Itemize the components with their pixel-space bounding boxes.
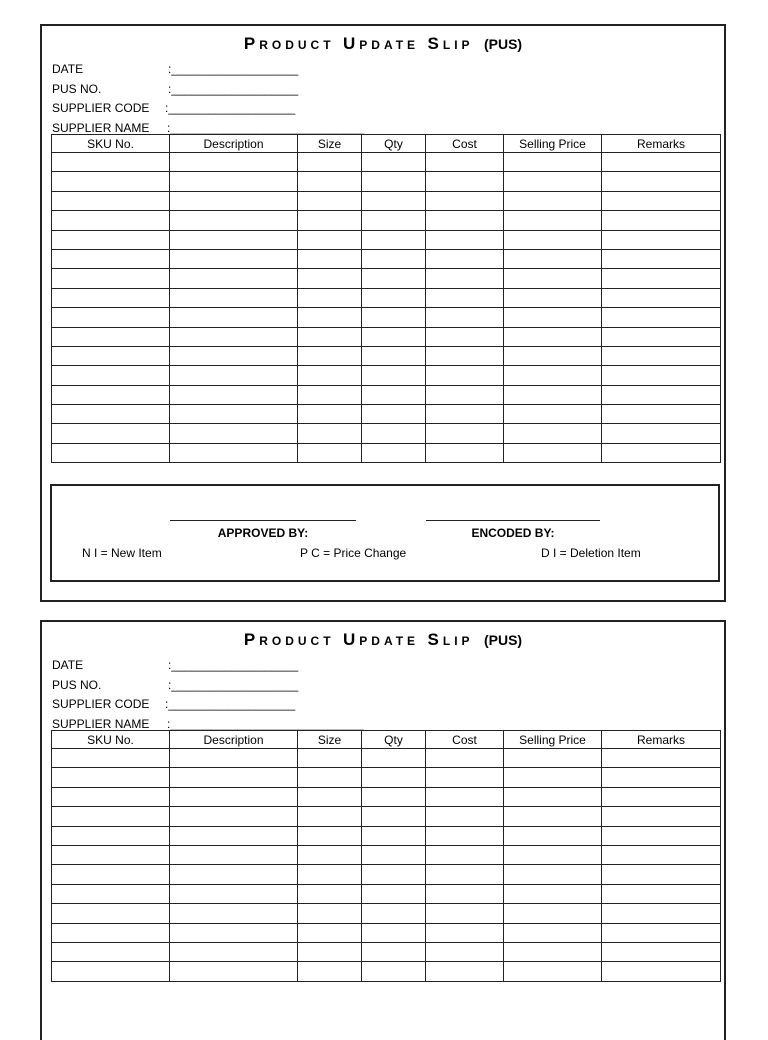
cell-cost[interactable] xyxy=(426,807,504,826)
pus-no-field[interactable] xyxy=(52,676,299,696)
cell-selling-price[interactable] xyxy=(504,865,602,884)
cell-selling-price[interactable] xyxy=(504,787,602,806)
cell-cost[interactable] xyxy=(426,904,504,923)
date-field[interactable] xyxy=(52,60,299,80)
col-qty: Qty xyxy=(362,731,426,749)
pus-no-label: PUS NO. xyxy=(52,677,102,692)
cell-size[interactable] xyxy=(298,787,362,806)
supplier-name-label: SUPPLIER NAME xyxy=(52,716,150,731)
cell-description[interactable] xyxy=(170,845,298,864)
cell-remarks[interactable] xyxy=(602,366,721,385)
col-cost: Cost xyxy=(426,135,504,153)
items-table xyxy=(51,730,721,982)
col-size: Size xyxy=(298,135,362,153)
title-initial-p: P xyxy=(243,34,260,53)
cell-size[interactable] xyxy=(298,768,362,787)
table-row xyxy=(52,191,721,210)
cell-qty[interactable] xyxy=(362,405,426,424)
cell-sku-no[interactable] xyxy=(52,230,170,249)
cell-cost[interactable] xyxy=(426,962,504,981)
cell-cost[interactable] xyxy=(426,923,504,942)
cell-qty[interactable] xyxy=(362,172,426,191)
cell-qty[interactable] xyxy=(362,865,426,884)
title-initial-p: P xyxy=(243,630,260,649)
cell-qty[interactable] xyxy=(362,346,426,365)
legend-new-item: N I = New Item xyxy=(82,546,162,560)
cell-sku-no[interactable] xyxy=(52,884,170,903)
cell-cost[interactable] xyxy=(426,385,504,404)
cell-size[interactable] xyxy=(298,443,362,462)
cell-description[interactable] xyxy=(170,230,298,249)
cell-qty[interactable] xyxy=(362,962,426,981)
cell-remarks[interactable] xyxy=(602,211,721,230)
cell-remarks[interactable] xyxy=(602,865,721,884)
table-row xyxy=(52,845,721,864)
title-rest-slip: LIP xyxy=(442,38,474,52)
cell-selling-price[interactable] xyxy=(504,405,602,424)
table-row xyxy=(52,211,721,230)
cell-description[interactable] xyxy=(170,308,298,327)
cell-description[interactable] xyxy=(170,346,298,365)
supplier-code-line[interactable]: :___________________ xyxy=(165,101,296,115)
table-header-row xyxy=(52,135,721,153)
cell-size[interactable] xyxy=(298,904,362,923)
cell-size[interactable] xyxy=(298,749,362,768)
cell-selling-price[interactable] xyxy=(504,249,602,268)
cell-description[interactable] xyxy=(170,211,298,230)
cell-description[interactable] xyxy=(170,191,298,210)
cell-sku-no[interactable] xyxy=(52,385,170,404)
cell-selling-price[interactable] xyxy=(504,424,602,443)
col-remarks: Remarks xyxy=(602,135,721,153)
col-sku-no: SKU No. xyxy=(52,135,170,153)
cell-remarks[interactable] xyxy=(602,904,721,923)
supplier-name-line[interactable]: :_____________________________ xyxy=(167,716,364,731)
cell-description[interactable] xyxy=(170,366,298,385)
cell-selling-price[interactable] xyxy=(504,884,602,903)
cell-qty[interactable] xyxy=(362,230,426,249)
cell-qty[interactable] xyxy=(362,787,426,806)
cell-qty[interactable] xyxy=(362,249,426,268)
supplier-name-line[interactable]: :_____________________________ xyxy=(167,120,364,135)
cell-selling-price[interactable] xyxy=(504,768,602,787)
cell-sku-no[interactable] xyxy=(52,826,170,845)
cell-sku-no[interactable] xyxy=(52,153,170,172)
table-row xyxy=(52,768,721,787)
legend-deletion-item: D I = Deletion Item xyxy=(541,546,641,560)
cell-cost[interactable] xyxy=(426,230,504,249)
cell-sku-no[interactable] xyxy=(52,443,170,462)
cell-description[interactable] xyxy=(170,807,298,826)
supplier-name-label: SUPPLIER NAME xyxy=(52,120,150,135)
cell-description[interactable] xyxy=(170,787,298,806)
cell-remarks[interactable] xyxy=(602,269,721,288)
cell-qty[interactable] xyxy=(362,153,426,172)
cell-remarks[interactable] xyxy=(602,308,721,327)
cell-remarks[interactable] xyxy=(602,923,721,942)
cell-size[interactable] xyxy=(298,346,362,365)
cell-size[interactable] xyxy=(298,385,362,404)
cell-remarks[interactable] xyxy=(602,749,721,768)
cell-selling-price[interactable] xyxy=(504,346,602,365)
cell-size[interactable] xyxy=(298,826,362,845)
cell-cost[interactable] xyxy=(426,288,504,307)
col-selling-price: Selling Price xyxy=(504,135,602,153)
cell-size[interactable] xyxy=(298,424,362,443)
cell-description[interactable] xyxy=(170,962,298,981)
cell-cost[interactable] xyxy=(426,308,504,327)
table-row xyxy=(52,249,721,268)
cell-description[interactable] xyxy=(170,385,298,404)
cell-qty[interactable] xyxy=(362,327,426,346)
cell-qty[interactable] xyxy=(362,923,426,942)
date-line[interactable]: :___________________ xyxy=(168,658,299,672)
cell-remarks[interactable] xyxy=(602,249,721,268)
cell-selling-price[interactable] xyxy=(504,923,602,942)
table-row xyxy=(52,884,721,903)
cell-selling-price[interactable] xyxy=(504,211,602,230)
cell-qty[interactable] xyxy=(362,942,426,961)
cell-cost[interactable] xyxy=(426,865,504,884)
table-row xyxy=(52,385,721,404)
cell-remarks[interactable] xyxy=(602,884,721,903)
cell-sku-no[interactable] xyxy=(52,269,170,288)
cell-size[interactable] xyxy=(298,366,362,385)
table-row xyxy=(52,787,721,806)
pus-no-label: PUS NO. xyxy=(52,81,102,96)
cell-selling-price[interactable] xyxy=(504,749,602,768)
approved-by-signature-line[interactable] xyxy=(170,520,356,521)
cell-qty[interactable] xyxy=(362,845,426,864)
title-rest-slip: LIP xyxy=(442,634,474,648)
supplier-code-field[interactable] xyxy=(52,695,296,715)
cell-sku-no[interactable] xyxy=(52,904,170,923)
cell-remarks[interactable] xyxy=(602,962,721,981)
cell-cost[interactable] xyxy=(426,884,504,903)
table-body xyxy=(52,153,721,463)
cell-remarks[interactable] xyxy=(602,424,721,443)
cell-size[interactable] xyxy=(298,191,362,210)
cell-cost[interactable] xyxy=(426,749,504,768)
cell-size[interactable] xyxy=(298,405,362,424)
col-description: Description xyxy=(170,731,298,749)
cell-qty[interactable] xyxy=(362,366,426,385)
cell-sku-no[interactable] xyxy=(52,308,170,327)
signature-box xyxy=(50,484,720,582)
header-fields xyxy=(52,60,364,138)
col-size: Size xyxy=(298,731,362,749)
cell-selling-price[interactable] xyxy=(504,269,602,288)
date-label: DATE xyxy=(52,62,84,76)
cell-remarks[interactable] xyxy=(602,405,721,424)
cell-cost[interactable] xyxy=(426,249,504,268)
date-field[interactable] xyxy=(52,656,299,676)
cell-size[interactable] xyxy=(298,845,362,864)
cell-qty[interactable] xyxy=(362,211,426,230)
table-row xyxy=(52,366,721,385)
cell-description[interactable] xyxy=(170,288,298,307)
cell-description[interactable] xyxy=(170,904,298,923)
table-row xyxy=(52,153,721,172)
cell-selling-price[interactable] xyxy=(504,366,602,385)
cell-selling-price[interactable] xyxy=(504,942,602,961)
cell-selling-price[interactable] xyxy=(504,308,602,327)
date-line[interactable]: :___________________ xyxy=(168,62,299,76)
col-remarks: Remarks xyxy=(602,731,721,749)
supplier-code-label: SUPPLIER CODE xyxy=(52,101,150,115)
cell-size[interactable] xyxy=(298,942,362,961)
cell-description[interactable] xyxy=(170,327,298,346)
cell-remarks[interactable] xyxy=(602,443,721,462)
cell-selling-price[interactable] xyxy=(504,904,602,923)
cell-remarks[interactable] xyxy=(602,153,721,172)
cell-selling-price[interactable] xyxy=(504,845,602,864)
cell-cost[interactable] xyxy=(426,172,504,191)
title-initial-u: U xyxy=(343,34,360,53)
approved-by-label: APPROVED BY: xyxy=(217,526,309,540)
cell-selling-price[interactable] xyxy=(504,807,602,826)
cell-qty[interactable] xyxy=(362,443,426,462)
col-selling-price: Selling Price xyxy=(504,731,602,749)
cell-selling-price[interactable] xyxy=(504,172,602,191)
cell-description[interactable] xyxy=(170,269,298,288)
cell-cost[interactable] xyxy=(426,826,504,845)
table-row xyxy=(52,424,721,443)
cell-sku-no[interactable] xyxy=(52,923,170,942)
cell-remarks[interactable] xyxy=(602,787,721,806)
cell-qty[interactable] xyxy=(362,191,426,210)
cell-sku-no[interactable] xyxy=(52,366,170,385)
table-row xyxy=(52,443,721,462)
cell-remarks[interactable] xyxy=(602,845,721,864)
cell-description[interactable] xyxy=(170,942,298,961)
table-row xyxy=(52,904,721,923)
cell-selling-price[interactable] xyxy=(504,230,602,249)
cell-description[interactable] xyxy=(170,172,298,191)
table-row xyxy=(52,230,721,249)
table-row xyxy=(52,269,721,288)
cell-description[interactable] xyxy=(170,405,298,424)
product-update-slip-1 xyxy=(40,24,726,602)
cell-cost[interactable] xyxy=(426,211,504,230)
pus-no-line[interactable]: :___________________ xyxy=(168,81,299,96)
cell-cost[interactable] xyxy=(426,405,504,424)
table-body xyxy=(52,749,721,982)
cell-description[interactable] xyxy=(170,826,298,845)
cell-sku-no[interactable] xyxy=(52,327,170,346)
cell-cost[interactable] xyxy=(426,942,504,961)
table-row xyxy=(52,942,721,961)
cell-description[interactable] xyxy=(170,923,298,942)
cell-sku-no[interactable] xyxy=(52,768,170,787)
product-update-slip-2 xyxy=(40,620,726,1040)
table-row xyxy=(52,172,721,191)
table-row xyxy=(52,749,721,768)
cell-selling-price[interactable] xyxy=(504,443,602,462)
cell-sku-no[interactable] xyxy=(52,191,170,210)
cell-sku-no[interactable] xyxy=(52,807,170,826)
cell-description[interactable] xyxy=(170,443,298,462)
cell-cost[interactable] xyxy=(426,845,504,864)
cell-size[interactable] xyxy=(298,249,362,268)
cell-qty[interactable] xyxy=(362,807,426,826)
cell-cost[interactable] xyxy=(426,346,504,365)
title-rest-product: RODUCT xyxy=(259,634,335,648)
cell-description[interactable] xyxy=(170,865,298,884)
table-row xyxy=(52,308,721,327)
cell-sku-no[interactable] xyxy=(52,405,170,424)
cell-remarks[interactable] xyxy=(602,172,721,191)
cell-description[interactable] xyxy=(170,749,298,768)
cell-remarks[interactable] xyxy=(602,346,721,365)
cell-cost[interactable] xyxy=(426,443,504,462)
cell-selling-price[interactable] xyxy=(504,385,602,404)
cell-remarks[interactable] xyxy=(602,327,721,346)
cell-cost[interactable] xyxy=(426,424,504,443)
cell-size[interactable] xyxy=(298,288,362,307)
title-initial-s: S xyxy=(427,630,443,649)
col-description: Description xyxy=(170,135,298,153)
cell-cost[interactable] xyxy=(426,153,504,172)
pus-no-line[interactable]: :___________________ xyxy=(168,677,299,692)
col-sku-no: SKU No. xyxy=(52,731,170,749)
cell-size[interactable] xyxy=(298,807,362,826)
title-suffix: (PUS) xyxy=(483,36,523,52)
table-row xyxy=(52,346,721,365)
cell-qty[interactable] xyxy=(362,904,426,923)
cell-remarks[interactable] xyxy=(602,768,721,787)
table-row xyxy=(52,327,721,346)
cell-cost[interactable] xyxy=(426,787,504,806)
cell-selling-price[interactable] xyxy=(504,288,602,307)
cell-cost[interactable] xyxy=(426,366,504,385)
cell-sku-no[interactable] xyxy=(52,845,170,864)
cell-sku-no[interactable] xyxy=(52,249,170,268)
cell-sku-no[interactable] xyxy=(52,288,170,307)
supplier-code-line[interactable]: :___________________ xyxy=(165,697,296,711)
cell-description[interactable] xyxy=(170,884,298,903)
table-row xyxy=(52,923,721,942)
cell-remarks[interactable] xyxy=(602,826,721,845)
cell-size[interactable] xyxy=(298,962,362,981)
cell-description[interactable] xyxy=(170,153,298,172)
cell-remarks[interactable] xyxy=(602,230,721,249)
title-rest-update: PDATE xyxy=(359,38,420,52)
cell-sku-no[interactable] xyxy=(52,865,170,884)
form-title xyxy=(42,630,724,650)
cell-cost[interactable] xyxy=(426,269,504,288)
title-rest-update: PDATE xyxy=(359,634,420,648)
cell-qty[interactable] xyxy=(362,749,426,768)
cell-qty[interactable] xyxy=(362,269,426,288)
cell-sku-no[interactable] xyxy=(52,346,170,365)
cell-description[interactable] xyxy=(170,249,298,268)
cell-sku-no[interactable] xyxy=(52,172,170,191)
form-title xyxy=(42,34,724,54)
table-row xyxy=(52,826,721,845)
cell-qty[interactable] xyxy=(362,385,426,404)
cell-sku-no[interactable] xyxy=(52,942,170,961)
cell-cost[interactable] xyxy=(426,327,504,346)
legend-price-change: P C = Price Change xyxy=(300,546,407,560)
cell-sku-no[interactable] xyxy=(52,962,170,981)
date-label: DATE xyxy=(52,658,84,672)
cell-remarks[interactable] xyxy=(602,385,721,404)
cell-qty[interactable] xyxy=(362,768,426,787)
cell-size[interactable] xyxy=(298,230,362,249)
title-suffix: (PUS) xyxy=(483,632,523,648)
title-rest-product: RODUCT xyxy=(259,38,335,52)
supplier-code-field[interactable] xyxy=(52,99,296,119)
cell-qty[interactable] xyxy=(362,424,426,443)
supplier-code-label: SUPPLIER CODE xyxy=(52,697,150,711)
col-qty: Qty xyxy=(362,135,426,153)
encoded-by-label: ENCODED BY: xyxy=(471,526,555,540)
title-initial-u: U xyxy=(343,630,360,649)
cell-selling-price[interactable] xyxy=(504,962,602,981)
table-row xyxy=(52,288,721,307)
cell-sku-no[interactable] xyxy=(52,211,170,230)
cell-cost[interactable] xyxy=(426,768,504,787)
cell-selling-price[interactable] xyxy=(504,191,602,210)
cell-sku-no[interactable] xyxy=(52,424,170,443)
cell-description[interactable] xyxy=(170,424,298,443)
cell-size[interactable] xyxy=(298,211,362,230)
table-row xyxy=(52,962,721,981)
cell-cost[interactable] xyxy=(426,191,504,210)
cell-sku-no[interactable] xyxy=(52,787,170,806)
cell-size[interactable] xyxy=(298,172,362,191)
cell-remarks[interactable] xyxy=(602,288,721,307)
title-initial-s: S xyxy=(427,34,443,53)
cell-qty[interactable] xyxy=(362,826,426,845)
col-cost: Cost xyxy=(426,731,504,749)
cell-qty[interactable] xyxy=(362,884,426,903)
encoded-by-signature-line[interactable] xyxy=(426,520,600,521)
cell-qty[interactable] xyxy=(362,308,426,327)
cell-size[interactable] xyxy=(298,923,362,942)
cell-size[interactable] xyxy=(298,865,362,884)
cell-sku-no[interactable] xyxy=(52,749,170,768)
table-row xyxy=(52,807,721,826)
pus-no-field[interactable] xyxy=(52,80,299,100)
cell-size[interactable] xyxy=(298,308,362,327)
items-table xyxy=(51,134,721,463)
cell-selling-price[interactable] xyxy=(504,826,602,845)
cell-size[interactable] xyxy=(298,153,362,172)
cell-description[interactable] xyxy=(170,768,298,787)
header-fields xyxy=(52,656,364,734)
table-row xyxy=(52,405,721,424)
cell-remarks[interactable] xyxy=(602,191,721,210)
cell-remarks[interactable] xyxy=(602,807,721,826)
table-header-row xyxy=(52,731,721,749)
cell-selling-price[interactable] xyxy=(504,327,602,346)
cell-size[interactable] xyxy=(298,327,362,346)
cell-qty[interactable] xyxy=(362,288,426,307)
cell-remarks[interactable] xyxy=(602,942,721,961)
table-row xyxy=(52,865,721,884)
cell-size[interactable] xyxy=(298,884,362,903)
cell-size[interactable] xyxy=(298,269,362,288)
cell-selling-price[interactable] xyxy=(504,153,602,172)
